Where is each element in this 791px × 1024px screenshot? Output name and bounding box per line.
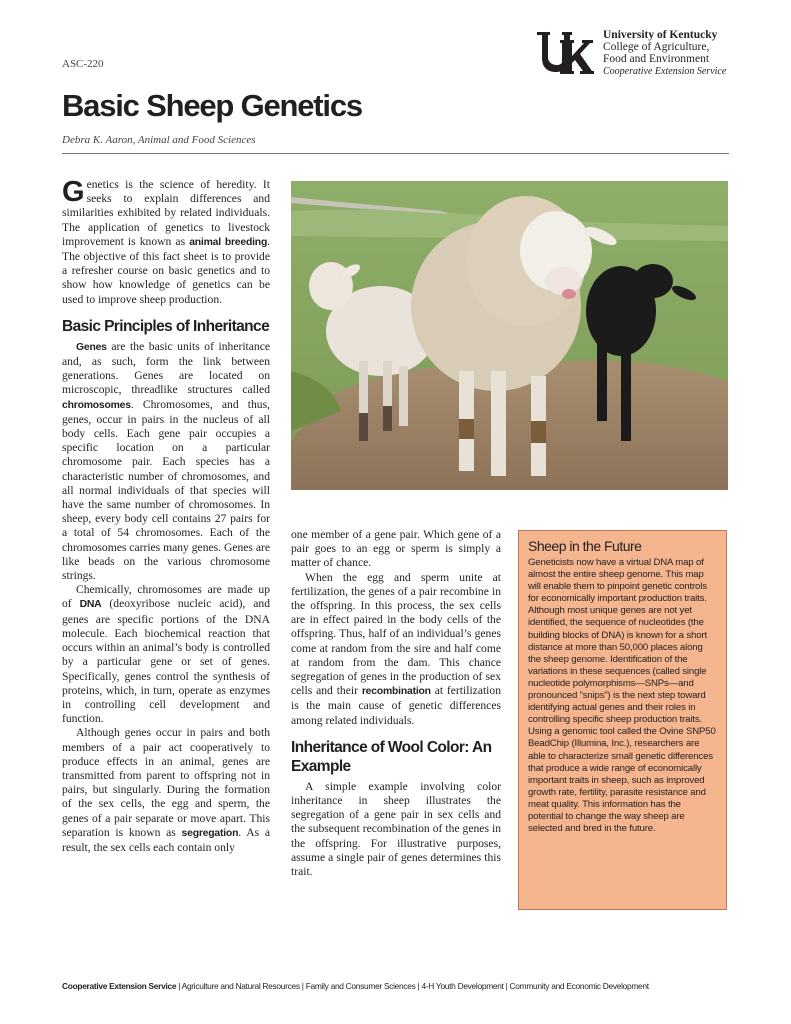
keyword-recombination: recombination	[361, 686, 431, 698]
title-rule	[62, 153, 729, 154]
keyword-chromosomes: chromosomes	[62, 399, 131, 411]
keyword-segregation: segregation	[181, 827, 239, 839]
footer-programs: | Agriculture and Natural Resources | Family and Consumer Sciences | 4-H Youth Development | Community and Economic Development	[176, 981, 649, 991]
keyword-animal-breeding: animal breeding	[189, 236, 268, 248]
paragraph-genes: Genes are the basic units of inheritance and, as such, form the link between generations. Genes are located on microscopic, threadlike structures called chromosomes. Chromosomes, and thus, genes, occur in pairs in the nucleus of all body cells. Each gene pair occupies a specific location on a particular chromosome pair. Each species has a characteristic number of chromosomes, and all normal individuals of that species will have the same number of chromosomes. In sheep, every body cell contains 27 pairs for a total of 54 chromosomes. Each of the chromosomes carries many genes. Genes are like beads on the various chromosome strings.	[62, 339, 270, 583]
drop-cap: G	[62, 176, 85, 208]
college-line-1: College of Agriculture,	[603, 41, 710, 53]
paragraph-wool-example: A simple example involving color inheritance in sheep illustrates the segregation of a gene pair in sex cells and the subsequent recombination of the genes in the offspring. For illustrative purposes, assume a single pair of genes determines this trait.	[291, 779, 501, 879]
page-title: Basic Sheep Genetics	[62, 88, 362, 123]
extension-service: Cooperative Extension Service	[603, 66, 727, 77]
paragraph-fertilization: When the egg and sperm unite at fertilization, the genes of a pair recombine in the offspring. In this process, the sex cells are in effect paired in the body cells of the offspring. Thus, half of an individual’s genes come at random from the sire and half come at random from the dam. This chance segregation of genes in the production of sex cells and their recombination at fertilization is the main cause of genetic differences among related individuals.	[291, 570, 501, 727]
uk-logo	[536, 30, 594, 76]
intro-paragraph: Genetics is the science of heredity. It seeks to explain differences and similarities exhibited by related individuals. The application of genetics to livestock improvement is known as animal breeding. The objective of this fact sheet is to provide a refresher course on basic genetics and to show how knowledge of genetics can be used to improve sheep production.	[62, 176, 270, 306]
paragraph-segregation: Although genes occur in pairs and both members of a pair act cooperatively to produce effects in an animal, genes are transmitted from parent to offspring not in pairs, but singularly. During the formation of the sex cells, the egg and sperm, the genes of a pair separate or move apart. This separation is known as segregation. As a result, the sex cells each contain only	[62, 726, 270, 854]
footer	[62, 981, 649, 991]
university-block	[603, 29, 726, 78]
keyword-dna: DNA	[79, 599, 102, 611]
footer-service: Cooperative Extension Service	[62, 981, 177, 991]
sidebar-body: Geneticists now have a virtual DNA map of almost the entire sheep genome. This map will enable them to pinpoint genetic controls for economically important production traits. Although most unique genes are not yet identified, the sequence of nucleotides (the building blocks of DNA) is known for a short distance at more than 50,000 places along the sheep genome. Identification of the variations in these sequences (called single nucleotide polymorphisms—SNPs—and pronounced “snips”) is the next step toward identifying actual genes and their roles in controlling specific sheep production traits. Using a genomic tool called the Ovine SNP50 BeadChip (Illumina, Inc.), researchers are able to characterize small genetic differences that produce a wide range of economically important traits in sheep, such as improved growth rate, fertility, parasite resistance and meat quality. This information has the potential to change the way sheep are selected and bred in the future.	[528, 557, 716, 835]
section-heading-wool-color: Inheritance of Wool Color: An Example	[291, 738, 492, 775]
section-heading-inheritance: Basic Principles of Inheritance	[62, 317, 270, 335]
column-2	[291, 528, 501, 879]
keyword-genes: Genes	[76, 341, 107, 353]
university-name: University of Kentucky	[603, 29, 718, 41]
college-line-2: Food and Environment	[603, 53, 710, 65]
sidebar-title: Sheep in the Future	[528, 538, 642, 554]
sheep-photo	[291, 181, 728, 490]
paragraph-chance: one member of a gene pair. Which gene of a pair goes to an egg or sperm is simply a matter of chance.	[291, 528, 501, 570]
column-1	[62, 178, 270, 855]
author-line: Debra K. Aaron, Animal and Food Sciences	[62, 134, 256, 146]
document-code: ASC-220	[62, 58, 104, 70]
paragraph-dna: Chemically, chromosomes are made up of DNA (deoxyribose nucleic acid), and genes are specific portions of the DNA molecule. Each biochemical reaction that occurs within an animal’s body is controlled by a particular gene or set of genes. Specifically, genes control the synthesis of proteins, which, in turn, operate as enzymes in controlling cell development and function.	[62, 583, 270, 726]
sidebar-box	[518, 530, 727, 910]
